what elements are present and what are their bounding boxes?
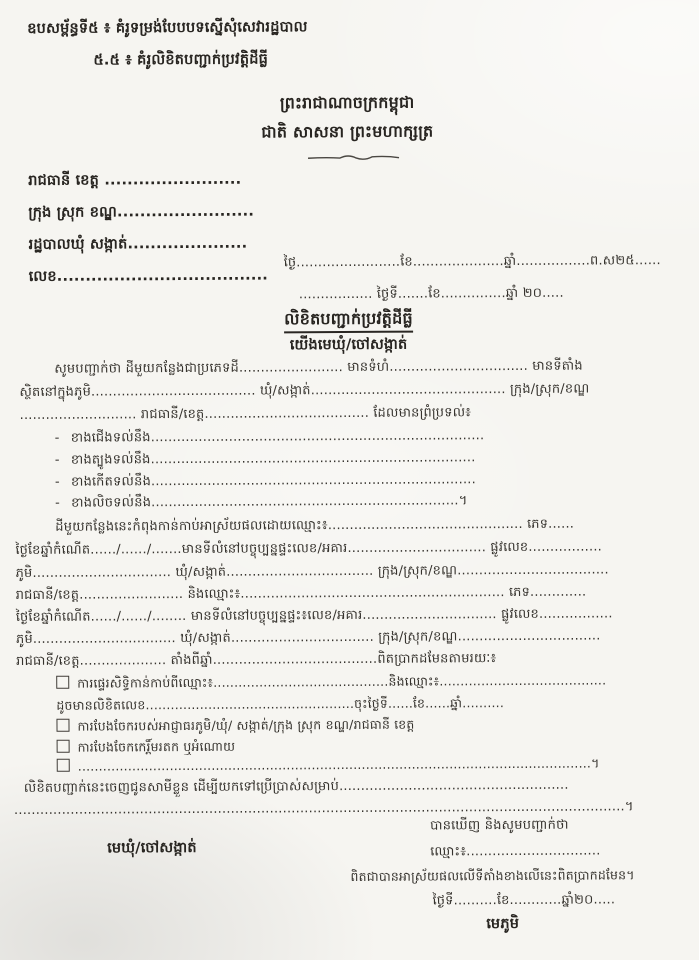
- land-description-line2: ស្ថិតនៅក្នុងភូមិ...................................... ឃុំ/សង្កាត់............................................. ក្រុង/ស្រុក/ខណ្ឌ: [19, 381, 590, 401]
- bullet-dash: -: [54, 474, 60, 490]
- occupant2-village-line: ភូមិ................................. ឃុំ/សង្កាត់................................. ក្រុង/ស្រុក/ខណ្ឌ.................................: [15, 628, 601, 648]
- option-authority-division-row: ការបែងចែករបស់អាជ្ញាធរភូមិ/ឃុំ/ សង្កាត់/ក្រុង ស្រុក ខណ្ឌ/រាជធានី ខេត្ត: [56, 717, 414, 736]
- option-transfer-letter-row: ដូចមានលិខិតលេខ..................................................ចុះថ្ងៃទី......ខែ......ឆ្នាំ..........: [56, 695, 505, 713]
- land-description-line1: សូមបញ្ជាក់ថា ដីមួយកន្លែងជាប្រភេទដី........................ មានទំហំ................................ មានទីតាំង: [54, 358, 583, 377]
- lunar-date-line: ថ្ងៃ........................ខែ.....................ឆ្នាំ.................ព.ស២៥......: [283, 253, 661, 271]
- document-subtitle: យើងមេឃុំ/ចៅសង្កាត់: [289, 336, 408, 354]
- office-province-line: រាជធានី ខេត្ត ........................: [28, 171, 242, 189]
- witness-statement-line1: បានឃើញ និងសូមបញ្ជាក់ថា: [430, 817, 569, 834]
- witness-name-line: ឈ្មោះ៖...............................: [430, 843, 601, 860]
- occupant1-birth-address-line: ថ្ងៃខែឆ្នាំកំណើត....../....../.......មានទីលំនៅបច្ចុប្បន្នផ្ទះលេខ/អគារ................................ ផ្លូវលេខ.................: [15, 539, 603, 559]
- closing-dotted-line: .............................................................................................................................................។: [13, 799, 634, 819]
- inheritance-checkbox[interactable]: [57, 740, 70, 753]
- occupant2-name-line: រាជធានី/ខេត្ត........................ និងឈ្មោះ៖............................................................. ភេទ.............: [15, 584, 587, 604]
- office-district-line: ក្រុង ស្រុក ខណ្ឌ........................: [28, 203, 255, 221]
- boundary-north: - ខាងជើងទល់នឹង.............................................................................: [54, 428, 485, 446]
- land-description-line3: ........................... រាជធានី/ខេត្ត...................................... ដែលមានព្រំប្រទល់៖: [19, 405, 472, 424]
- authority-division-checkbox[interactable]: [56, 719, 69, 732]
- other-checkbox[interactable]: [57, 759, 70, 772]
- doc-number-line: លេខ.....................................: [28, 267, 269, 285]
- witness-date-line: ថ្ងៃទី..........ខែ............ឆ្នាំ២០.....: [432, 892, 616, 909]
- witness-confirmation-line: ពិតជាបានអាស្រ័យផលលើទីតាំងខាងលើនេះពិតប្រាកដមែន។: [350, 867, 635, 885]
- occupant1-name-line: ដីមួយកន្លែងនេះកំពុងកាន់កាប់អាស្រ័យផលដោយឈ្មោះ៖............................................. ភេទ......: [55, 516, 575, 535]
- annex-note-line2: ៥.៥ ៖ គំរូលិខិតបញ្ជាក់ប្រវត្តិដីធ្លី: [93, 51, 269, 69]
- office-commune-line: រដ្ឋបាលឃុំ សង្កាត់.....................: [28, 235, 248, 253]
- header-divider-squiggle: [306, 152, 401, 163]
- kingdom-title: ព្រះរាជាណាចក្រកម្ពុជា: [279, 92, 415, 113]
- occupant2-birth-address-line: ថ្ងៃខែឆ្នាំកំណើត....../....../........ មានទីលំនៅបច្ចុប្បន្នផ្ទះ៖លេខ/អគារ............................... ផ្លូវលេខ.................: [15, 606, 613, 626]
- closing-purpose-line: លិខិតបញ្ជាក់នេះចេញជូនសាមីខ្លួន ដើម្បីយកទៅប្រើប្រាស់សម្រាប់.....................................................: [23, 777, 569, 796]
- option-inheritance-row: ការបែងចែកកេរ្តិ៍មរតក ឬអំណោយ: [57, 739, 236, 757]
- boundary-west: - ខាងលិចទល់នឹង.......................................................................។: [55, 493, 468, 511]
- village-chief-signature-label: មេភូមិ: [486, 915, 520, 933]
- bullet-dash: -: [54, 452, 60, 468]
- national-motto: ជាតិ សាសនា ព្រះមហាក្សត្រ: [261, 121, 434, 142]
- gregorian-date-line: ................. ថ្ងៃទី.......ខែ...............ឆ្នាំ ២០.....: [298, 285, 564, 303]
- option-other-row: ...........................................................................................................................។: [57, 755, 600, 775]
- boundary-east: - ខាងកើតទល់នឹង...........................................................................: [54, 472, 476, 490]
- bullet-dash: -: [55, 495, 61, 511]
- bullet-dash: -: [54, 430, 60, 446]
- annex-note-line1: ឧបសម្ព័ន្ធទី៥ ៖ គំរូទម្រង់បែបបទស្នើសុំសេវារដ្ឋបាល: [27, 19, 308, 37]
- occupancy-since-line: រាជធានី/ខេត្ត.................... តាំងពីឆ្នាំ......................................ពិតប្រាកដមែនតាមរយៈ៖: [16, 651, 497, 670]
- transfer-checkbox[interactable]: [56, 676, 69, 689]
- option-transfer-row: ការផ្ទេរសិទ្ធិកាន់កាប់ពីឈ្មោះ៖..........................................និងឈ្មោះ៖........................................: [56, 672, 606, 692]
- occupant1-village-line: ភូមិ................................ ឃុំ/សង្កាត់.................................. ក្រុង/ស្រុក/ខណ្ឌ...................................: [15, 562, 609, 582]
- document-title: លិខិតបញ្ជាក់ប្រវត្តិដីធ្លី: [0, 306, 698, 335]
- commune-chief-signature-label: មេឃុំ/ចៅសង្កាត់: [107, 839, 197, 857]
- boundary-south: - ខាងត្បូងទល់នឹង...........................................................................: [54, 450, 476, 468]
